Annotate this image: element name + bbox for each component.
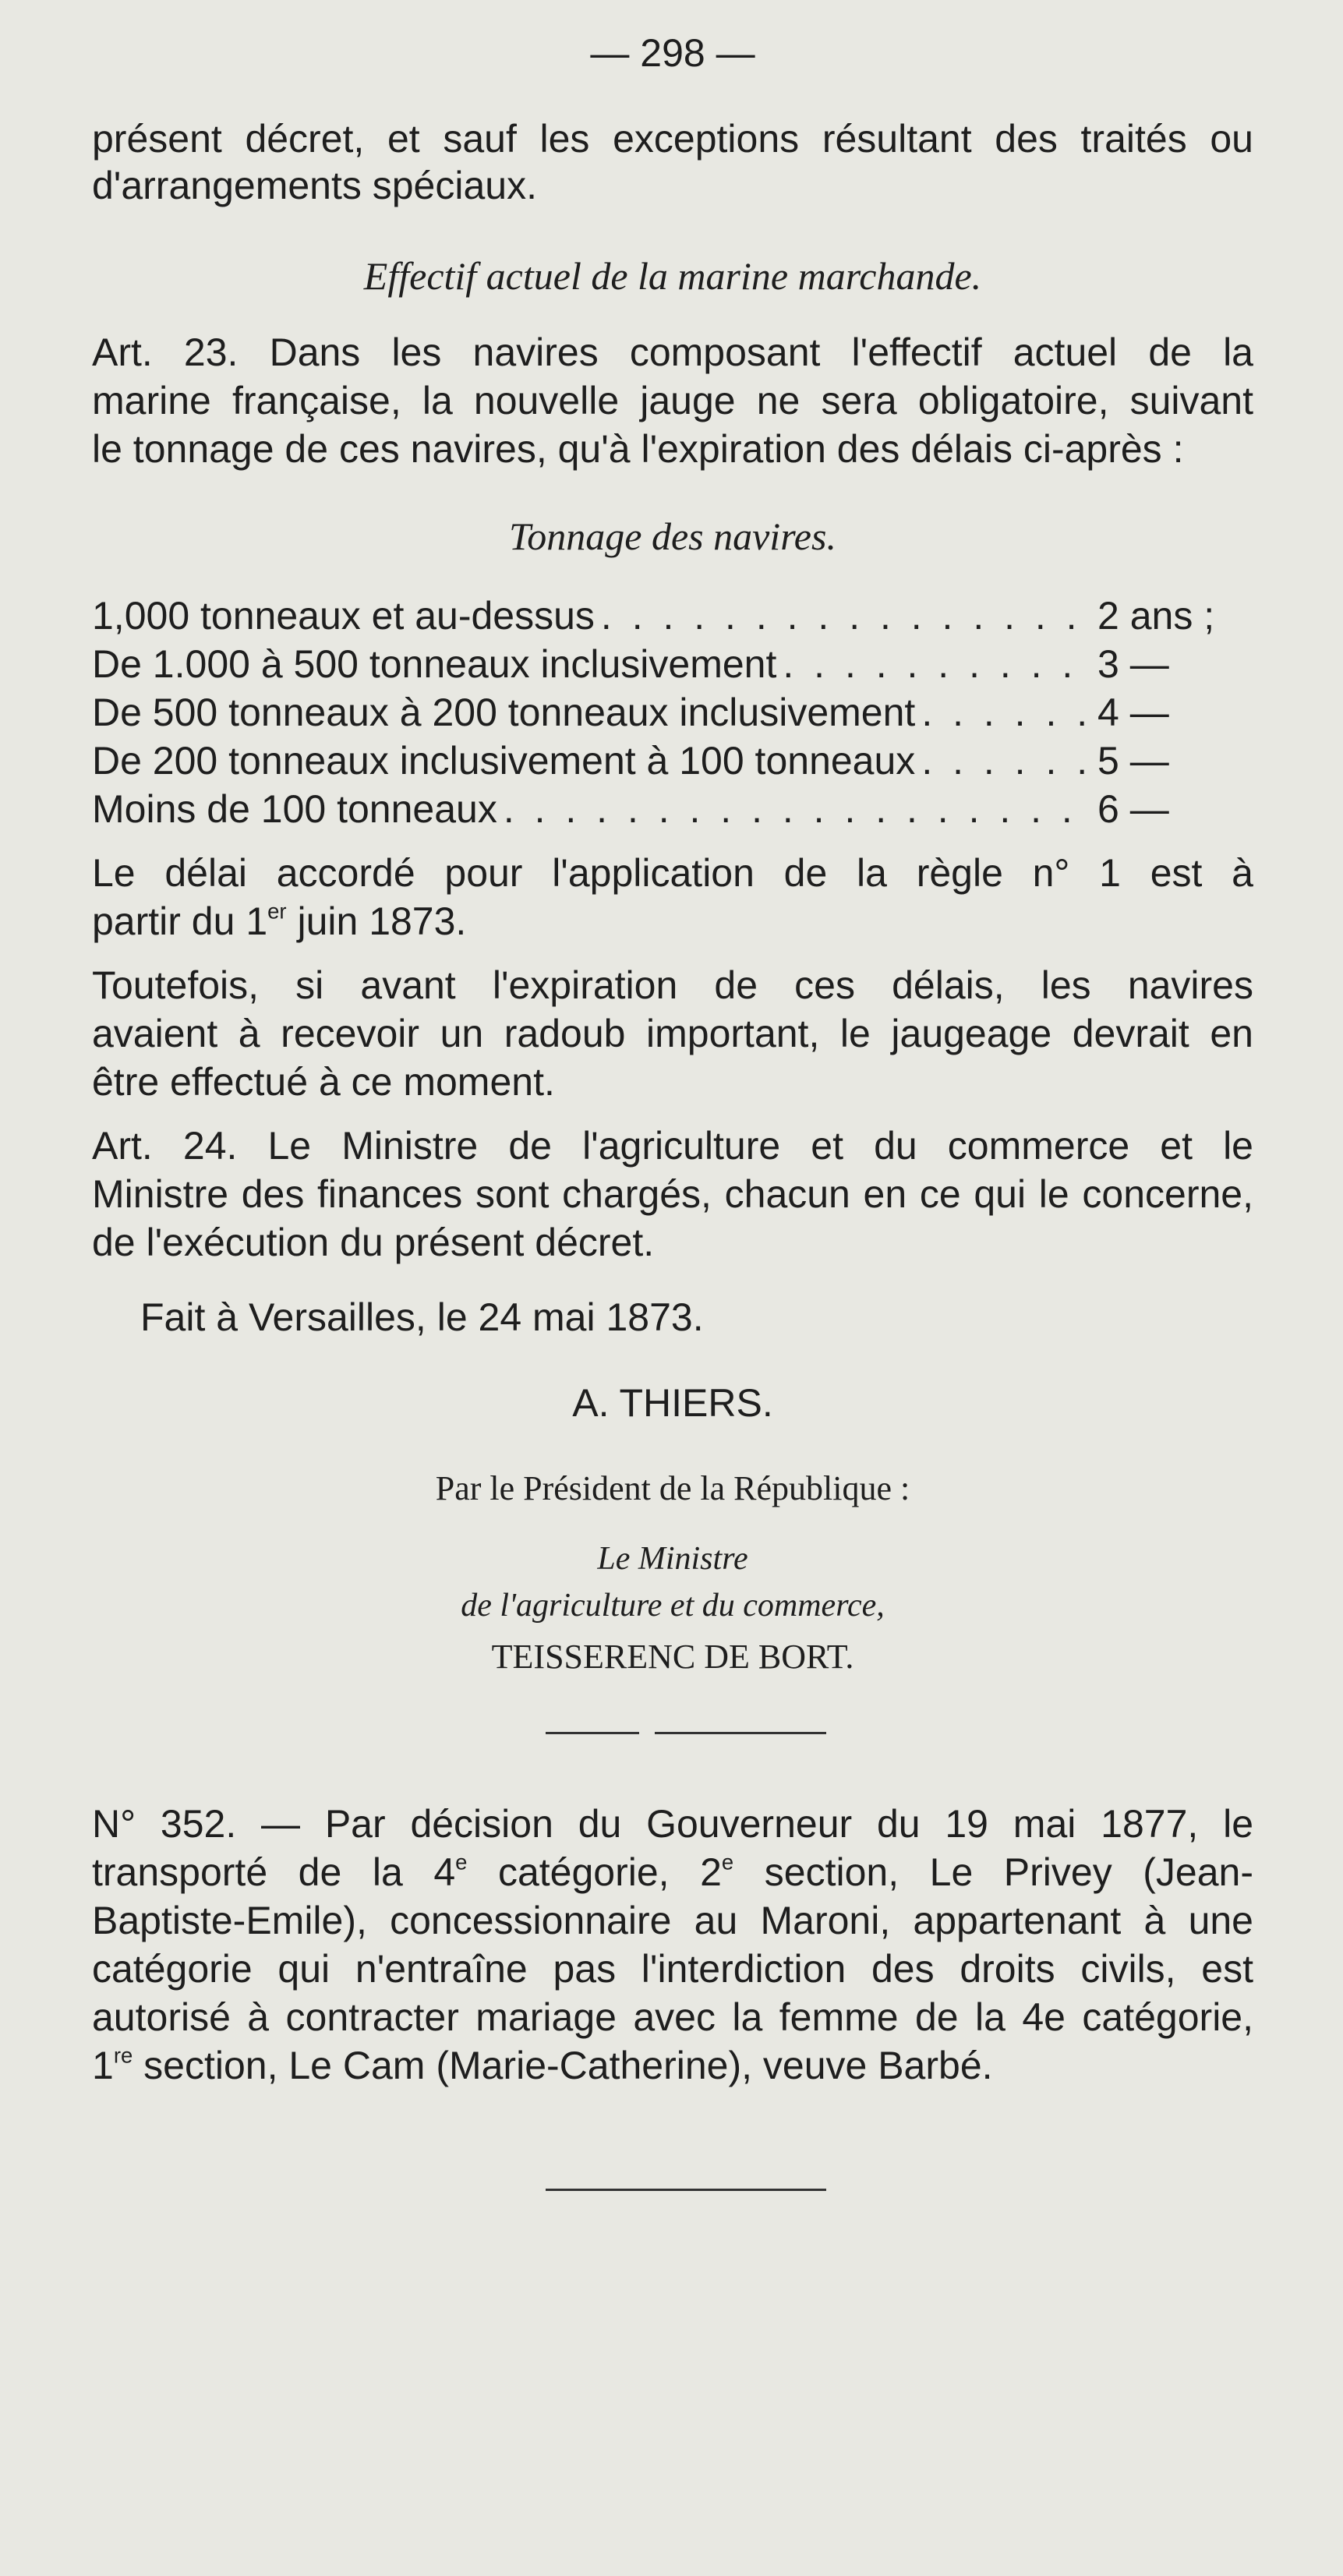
tonnage-label: De 500 tonneaux à 200 tonneaux inclusivement [92, 691, 916, 734]
intro-line-2: d'arrangements spéciaux. [92, 164, 537, 207]
page-number: — 298 — [590, 31, 755, 75]
toutefois-line-2: avaient à recevoir un radoub important, le jaugeage devrait en [92, 1012, 1253, 1055]
tonnage-delay: 6 — [1097, 787, 1169, 831]
superscript: e [455, 1850, 468, 1875]
n352-line-4: catégorie qui n'entraîne pas l'interdiction des droits civils, est [92, 1947, 1253, 1991]
intro-line-1: présent décret, et sauf les exceptions résultant des traités ou [92, 117, 1253, 161]
n352-line-6 [92, 2042, 1253, 2089]
leader-dots [601, 592, 1091, 639]
n352-text: 1 [92, 2044, 114, 2087]
tonnage-delay: 5 — [1097, 739, 1169, 783]
delai-line-2 [92, 898, 1253, 945]
delai-text: partir du 1 [92, 899, 268, 943]
tonnage-row [92, 689, 1253, 736]
tonnage-row [92, 786, 1253, 832]
separator-rule [546, 1732, 639, 1734]
section-heading: Effectif actuel de la marine marchande. [363, 254, 982, 298]
n352-line-2 [92, 1849, 1253, 1896]
tonnage-row [92, 737, 1253, 784]
art23-line-1: Art. 23. Dans les navires composant l'effectif actuel de la [92, 330, 1253, 374]
superscript: e [721, 1850, 734, 1875]
leader-dots [921, 689, 1091, 736]
toutefois-line-3: être effectué à ce moment. [92, 1060, 555, 1104]
n352-text: catégorie, 2 [467, 1850, 722, 1894]
tonnage-delay: 2 ans ; [1097, 594, 1215, 638]
art24-line-1: Art. 24. Le Ministre de l'agriculture et du commerce et le [92, 1124, 1253, 1168]
n352-line-3: Baptiste-Emile), concessionnaire au Maroni, appartenant à une [92, 1899, 1253, 1942]
delai-line-1: Le délai accordé pour l'application de la règle n° 1 est à [92, 851, 1253, 895]
ministre-of: de l'agriculture et du commerce, [461, 1588, 885, 1624]
n352-text: section, Le Cam (Marie-Catherine), veuve Barbé. [133, 2044, 993, 2087]
n352-line-1: N° 352. — Par décision du Gouverneur du 19 mai 1877, le [92, 1802, 1253, 1846]
tonnage-row [92, 641, 1253, 687]
n352-text: transporté de la 4 [92, 1850, 456, 1894]
toutefois-line-1: Toutefois, si avant l'expiration de ces délais, les navires [92, 963, 1253, 1007]
tonnage-label: De 200 tonneaux inclusivement à 100 tonneaux [92, 739, 916, 783]
tonnage-label: 1,000 tonneaux et au-dessus [92, 594, 595, 638]
fait-line: Fait à Versailles, le 24 mai 1873. [140, 1295, 704, 1339]
tonnage-row [92, 592, 1253, 639]
leader-dots [504, 786, 1091, 832]
art24-line-3: de l'exécution du présent décret. [92, 1221, 655, 1264]
separator-rule [655, 1732, 826, 1734]
delai-text: juin 1873. [286, 899, 467, 943]
signatory-name: A. THIERS. [572, 1381, 773, 1425]
art24-line-2: Ministre des finances sont chargés, chacun en ce qui le concerne, [92, 1172, 1253, 1216]
tonnage-label: Moins de 100 tonneaux [92, 787, 497, 831]
tonnage-delay: 3 — [1097, 642, 1169, 686]
art23-line-3: le tonnage de ces navires, qu'à l'expiration des délais ci-après : [92, 427, 1184, 471]
tonnage-delay: 4 — [1097, 691, 1169, 734]
leader-dots [783, 641, 1091, 687]
n352-line-5: autorisé à contracter mariage avec la femme de la 4e catégorie, [92, 1995, 1253, 2039]
n352-text: section, Le Privey (Jean- [733, 1850, 1254, 1894]
superscript: re [113, 2043, 133, 2068]
separator-rule [546, 2189, 826, 2191]
leader-dots [921, 737, 1091, 784]
ministre-label: Le Ministre [597, 1541, 748, 1577]
tonnage-heading: Tonnage des navires. [509, 514, 836, 558]
ministre-name: TEISSERENC DE BORT. [491, 1638, 854, 1676]
art23-line-2: marine française, la nouvelle jauge ne sera obligatoire, suivant [92, 379, 1253, 422]
superscript: er [267, 899, 287, 924]
tonnage-label: De 1.000 à 500 tonneaux inclusivement [92, 642, 777, 686]
par-president: Par le Président de la République : [435, 1469, 910, 1507]
